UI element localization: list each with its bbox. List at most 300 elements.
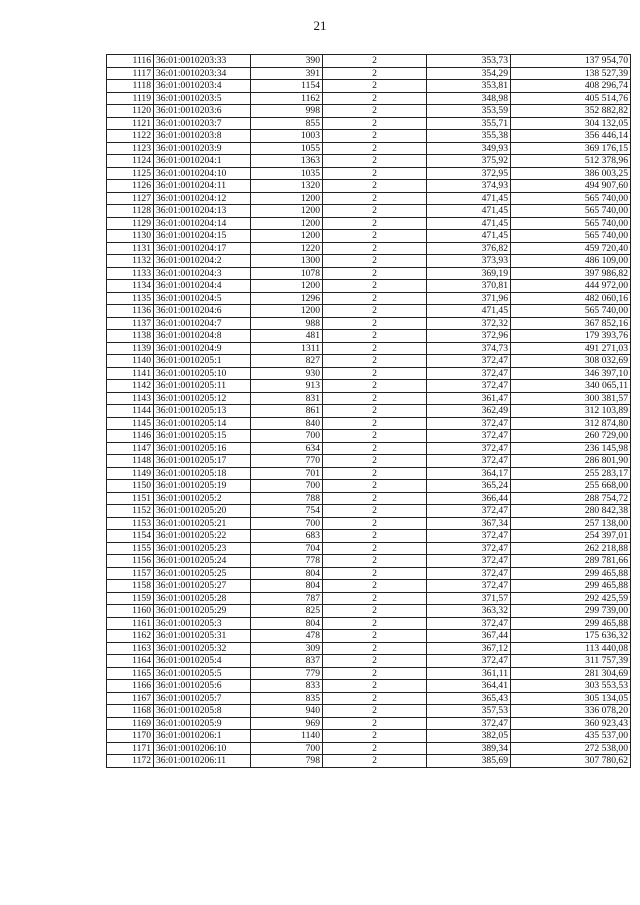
table-row [107, 555, 631, 568]
table-row [107, 405, 631, 418]
rate-cell: 385,69 [427, 755, 511, 768]
cadastral-number-cell: 36:01:0010205:22 [154, 530, 251, 543]
cadastral-number-cell: 36:01:0010203:34 [154, 67, 251, 80]
cadastral-number-cell: 36:01:0010204:17 [154, 242, 251, 255]
cadastral-number-cell: 36:01:0010205:5 [154, 667, 251, 680]
cadastral-value-cell: 303 553,53 [511, 680, 631, 693]
category-cell: 2 [323, 717, 427, 730]
category-cell: 2 [323, 167, 427, 180]
rate-cell: 372,47 [427, 380, 511, 393]
table-row [107, 605, 631, 618]
cadastral-value-cell: 360 923,43 [511, 717, 631, 730]
rate-cell: 365,43 [427, 692, 511, 705]
cadastral-number-cell: 36:01:0010205:11 [154, 380, 251, 393]
row-number-cell: 1154 [107, 530, 154, 543]
cadastral-value-cell: 137 954,70 [511, 55, 631, 68]
area-cell: 700 [251, 517, 323, 530]
table-row [107, 342, 631, 355]
row-number-cell: 1158 [107, 580, 154, 593]
cadastral-value-cell: 175 636,32 [511, 630, 631, 643]
rate-cell: 375,92 [427, 155, 511, 168]
row-number-cell: 1135 [107, 292, 154, 305]
area-cell: 837 [251, 655, 323, 668]
cadastral-number-cell: 36:01:0010204:10 [154, 167, 251, 180]
cadastral-number-cell: 36:01:0010204:11 [154, 180, 251, 193]
cadastral-number-cell: 36:01:0010205:25 [154, 567, 251, 580]
rate-cell: 369,19 [427, 267, 511, 280]
cadastral-value-cell: 352 882,82 [511, 105, 631, 118]
rate-cell: 354,29 [427, 67, 511, 80]
area-cell: 701 [251, 467, 323, 480]
cadastral-number-cell: 36:01:0010205:10 [154, 367, 251, 380]
rate-cell: 371,96 [427, 292, 511, 305]
category-cell: 2 [323, 517, 427, 530]
row-number-cell: 1162 [107, 630, 154, 643]
cadastral-number-cell: 36:01:0010205:15 [154, 430, 251, 443]
category-cell: 2 [323, 380, 427, 393]
table-row [107, 117, 631, 130]
table-row [107, 592, 631, 605]
category-cell: 2 [323, 180, 427, 193]
cadastral-value-cell: 305 134,05 [511, 692, 631, 705]
cadastral-number-cell: 36:01:0010203:6 [154, 105, 251, 118]
cadastral-value-cell: 386 003,25 [511, 167, 631, 180]
area-cell: 1035 [251, 167, 323, 180]
rate-cell: 372,47 [427, 455, 511, 468]
rate-cell: 372,95 [427, 167, 511, 180]
category-cell: 2 [323, 392, 427, 405]
rate-cell: 372,47 [427, 580, 511, 593]
area-cell: 779 [251, 667, 323, 680]
category-cell: 2 [323, 555, 427, 568]
area-cell: 1003 [251, 130, 323, 143]
area-cell: 1311 [251, 342, 323, 355]
cadastral-number-cell: 36:01:0010205:2 [154, 492, 251, 505]
row-number-cell: 1122 [107, 130, 154, 143]
row-number-cell: 1128 [107, 205, 154, 218]
table-row [107, 167, 631, 180]
row-number-cell: 1140 [107, 355, 154, 368]
area-cell: 1200 [251, 205, 323, 218]
category-cell: 2 [323, 105, 427, 118]
cadastral-value-cell: 292 425,59 [511, 592, 631, 605]
rate-cell: 389,34 [427, 742, 511, 755]
area-cell: 700 [251, 430, 323, 443]
row-number-cell: 1125 [107, 167, 154, 180]
table-row [107, 217, 631, 230]
area-cell: 804 [251, 580, 323, 593]
category-cell: 2 [323, 342, 427, 355]
cadastral-value-cell: 286 801,90 [511, 455, 631, 468]
area-cell: 778 [251, 555, 323, 568]
rate-cell: 372,47 [427, 567, 511, 580]
table-row [107, 392, 631, 405]
area-cell: 1078 [251, 267, 323, 280]
cadastral-value-cell: 272 538,00 [511, 742, 631, 755]
rate-cell: 348,98 [427, 92, 511, 105]
area-cell: 1154 [251, 80, 323, 93]
category-cell: 2 [323, 442, 427, 455]
rate-cell: 363,32 [427, 605, 511, 618]
category-cell: 2 [323, 705, 427, 718]
area-cell: 1200 [251, 305, 323, 318]
cadastral-value-table [106, 54, 631, 768]
table-row [107, 192, 631, 205]
cadastral-value-cell: 444 972,00 [511, 280, 631, 293]
rate-cell: 365,24 [427, 480, 511, 493]
area-cell: 930 [251, 367, 323, 380]
category-cell: 2 [323, 67, 427, 80]
cadastral-number-cell: 36:01:0010204:7 [154, 317, 251, 330]
table-row [107, 105, 631, 118]
table-row [107, 92, 631, 105]
table-row [107, 55, 631, 68]
cadastral-number-cell: 36:01:0010206:1 [154, 730, 251, 743]
page-number: 21 [313, 18, 327, 33]
area-cell: 827 [251, 355, 323, 368]
cadastral-number-cell: 36:01:0010204:12 [154, 192, 251, 205]
cadastral-value-cell: 113 440,08 [511, 642, 631, 655]
row-number-cell: 1142 [107, 380, 154, 393]
rate-cell: 367,12 [427, 642, 511, 655]
row-number-cell: 1147 [107, 442, 154, 455]
cadastral-value-cell: 260 729,00 [511, 430, 631, 443]
table-row [107, 730, 631, 743]
category-cell: 2 [323, 192, 427, 205]
area-cell: 1055 [251, 142, 323, 155]
table-row [107, 542, 631, 555]
table-row [107, 242, 631, 255]
row-number-cell: 1151 [107, 492, 154, 505]
table-row [107, 455, 631, 468]
category-cell: 2 [323, 205, 427, 218]
rate-cell: 362,49 [427, 405, 511, 418]
cadastral-value-cell: 300 381,57 [511, 392, 631, 405]
category-cell: 2 [323, 142, 427, 155]
row-number-cell: 1168 [107, 705, 154, 718]
category-cell: 2 [323, 567, 427, 580]
row-number-cell: 1116 [107, 55, 154, 68]
area-cell: 998 [251, 105, 323, 118]
rate-cell: 367,34 [427, 517, 511, 530]
row-number-cell: 1166 [107, 680, 154, 693]
table-row [107, 430, 631, 443]
rate-cell: 372,47 [427, 442, 511, 455]
table-row [107, 280, 631, 293]
cadastral-value-cell: 299 465,88 [511, 617, 631, 630]
table-row [107, 155, 631, 168]
category-cell: 2 [323, 305, 427, 318]
area-cell: 478 [251, 630, 323, 643]
rate-cell: 372,96 [427, 330, 511, 343]
table-row [107, 655, 631, 668]
area-cell: 770 [251, 455, 323, 468]
area-cell: 855 [251, 117, 323, 130]
table-row [107, 230, 631, 243]
row-number-cell: 1146 [107, 430, 154, 443]
cadastral-number-cell: 36:01:0010205:3 [154, 617, 251, 630]
area-cell: 913 [251, 380, 323, 393]
cadastral-number-cell: 36:01:0010205:32 [154, 642, 251, 655]
area-cell: 788 [251, 492, 323, 505]
row-number-cell: 1121 [107, 117, 154, 130]
row-number-cell: 1160 [107, 605, 154, 618]
table-row [107, 705, 631, 718]
area-cell: 988 [251, 317, 323, 330]
cadastral-value-cell: 356 446,14 [511, 130, 631, 143]
rate-cell: 355,71 [427, 117, 511, 130]
row-number-cell: 1143 [107, 392, 154, 405]
rate-cell: 471,45 [427, 305, 511, 318]
category-cell: 2 [323, 405, 427, 418]
cadastral-value-cell: 565 740,00 [511, 230, 631, 243]
row-number-cell: 1141 [107, 367, 154, 380]
rate-cell: 372,47 [427, 367, 511, 380]
cadastral-number-cell: 36:01:0010205:31 [154, 630, 251, 643]
area-cell: 1363 [251, 155, 323, 168]
category-cell: 2 [323, 667, 427, 680]
table-body [107, 55, 631, 768]
cadastral-value-cell: 565 740,00 [511, 192, 631, 205]
rate-cell: 370,81 [427, 280, 511, 293]
cadastral-number-cell: 36:01:0010203:9 [154, 142, 251, 155]
rate-cell: 376,82 [427, 242, 511, 255]
rate-cell: 374,73 [427, 342, 511, 355]
area-cell: 1296 [251, 292, 323, 305]
area-cell: 1220 [251, 242, 323, 255]
row-number-cell: 1145 [107, 417, 154, 430]
rate-cell: 367,44 [427, 630, 511, 643]
table-row [107, 467, 631, 480]
row-number-cell: 1127 [107, 192, 154, 205]
cadastral-number-cell: 36:01:0010204:14 [154, 217, 251, 230]
row-number-cell: 1161 [107, 617, 154, 630]
row-number-cell: 1157 [107, 567, 154, 580]
area-cell: 309 [251, 642, 323, 655]
row-number-cell: 1120 [107, 105, 154, 118]
cadastral-value-cell: 340 065,11 [511, 380, 631, 393]
area-cell: 1162 [251, 92, 323, 105]
cadastral-number-cell: 36:01:0010205:6 [154, 680, 251, 693]
cadastral-value-cell: 367 852,16 [511, 317, 631, 330]
cadastral-number-cell: 36:01:0010205:14 [154, 417, 251, 430]
cadastral-value-cell: 405 514,76 [511, 92, 631, 105]
cadastral-value-cell: 346 397,10 [511, 367, 631, 380]
area-cell: 391 [251, 67, 323, 80]
category-cell: 2 [323, 742, 427, 755]
cadastral-value-cell: 299 739,00 [511, 605, 631, 618]
category-cell: 2 [323, 467, 427, 480]
cadastral-number-cell: 36:01:0010205:17 [154, 455, 251, 468]
cadastral-value-cell: 369 176,15 [511, 142, 631, 155]
cadastral-value-cell: 289 781,66 [511, 555, 631, 568]
table-row [107, 642, 631, 655]
category-cell: 2 [323, 580, 427, 593]
cadastral-number-cell: 36:01:0010204:13 [154, 205, 251, 218]
category-cell: 2 [323, 255, 427, 268]
row-number-cell: 1138 [107, 330, 154, 343]
category-cell: 2 [323, 280, 427, 293]
row-number-cell: 1123 [107, 142, 154, 155]
area-cell: 700 [251, 742, 323, 755]
category-cell: 2 [323, 230, 427, 243]
cadastral-value-cell: 288 754,72 [511, 492, 631, 505]
table-row [107, 305, 631, 318]
category-cell: 2 [323, 680, 427, 693]
cadastral-number-cell: 36:01:0010204:9 [154, 342, 251, 355]
table-row [107, 505, 631, 518]
cadastral-value-cell: 565 740,00 [511, 305, 631, 318]
cadastral-value-cell: 408 296,74 [511, 80, 631, 93]
cadastral-value-cell: 255 668,00 [511, 480, 631, 493]
table-row [107, 355, 631, 368]
rate-cell: 361,47 [427, 392, 511, 405]
cadastral-value-cell: 336 078,20 [511, 705, 631, 718]
row-number-cell: 1164 [107, 655, 154, 668]
category-cell: 2 [323, 730, 427, 743]
cadastral-value-cell: 307 780,62 [511, 755, 631, 768]
area-cell: 700 [251, 480, 323, 493]
area-cell: 804 [251, 567, 323, 580]
category-cell: 2 [323, 455, 427, 468]
category-cell: 2 [323, 80, 427, 93]
area-cell: 704 [251, 542, 323, 555]
rate-cell: 364,17 [427, 467, 511, 480]
cadastral-value-cell: 491 271,03 [511, 342, 631, 355]
area-cell: 840 [251, 417, 323, 430]
row-number-cell: 1134 [107, 280, 154, 293]
area-cell: 835 [251, 692, 323, 705]
cadastral-value-cell: 459 720,40 [511, 242, 631, 255]
cadastral-value-cell: 311 757,39 [511, 655, 631, 668]
table-row [107, 80, 631, 93]
cadastral-value-cell: 482 060,16 [511, 292, 631, 305]
cadastral-number-cell: 36:01:0010205:9 [154, 717, 251, 730]
cadastral-number-cell: 36:01:0010205:27 [154, 580, 251, 593]
cadastral-number-cell: 36:01:0010205:16 [154, 442, 251, 455]
area-cell: 1200 [251, 192, 323, 205]
table-row [107, 380, 631, 393]
table-row [107, 292, 631, 305]
area-cell: 390 [251, 55, 323, 68]
rate-cell: 471,45 [427, 192, 511, 205]
cadastral-number-cell: 36:01:0010205:24 [154, 555, 251, 568]
area-cell: 1200 [251, 280, 323, 293]
rate-cell: 471,45 [427, 205, 511, 218]
cadastral-number-cell: 36:01:0010205:29 [154, 605, 251, 618]
rate-cell: 372,47 [427, 430, 511, 443]
row-number-cell: 1124 [107, 155, 154, 168]
table-row [107, 67, 631, 80]
table-row [107, 667, 631, 680]
category-cell: 2 [323, 480, 427, 493]
cadastral-number-cell: 36:01:0010205:12 [154, 392, 251, 405]
cadastral-number-cell: 36:01:0010203:33 [154, 55, 251, 68]
area-cell: 1140 [251, 730, 323, 743]
cadastral-number-cell: 36:01:0010205:4 [154, 655, 251, 668]
cadastral-number-cell: 36:01:0010205:23 [154, 542, 251, 555]
category-cell: 2 [323, 530, 427, 543]
table-row [107, 255, 631, 268]
table-row [107, 417, 631, 430]
category-cell: 2 [323, 755, 427, 768]
cadastral-value-cell: 312 874,80 [511, 417, 631, 430]
table-row [107, 755, 631, 768]
category-cell: 2 [323, 617, 427, 630]
area-cell: 787 [251, 592, 323, 605]
cadastral-value-cell: 254 397,01 [511, 530, 631, 543]
row-number-cell: 1148 [107, 455, 154, 468]
category-cell: 2 [323, 630, 427, 643]
cadastral-value-cell: 435 537,00 [511, 730, 631, 743]
row-number-cell: 1144 [107, 405, 154, 418]
rate-cell: 372,47 [427, 717, 511, 730]
cadastral-number-cell: 36:01:0010204:15 [154, 230, 251, 243]
area-cell: 683 [251, 530, 323, 543]
cadastral-value-cell: 512 378,96 [511, 155, 631, 168]
cadastral-value-cell: 304 132,05 [511, 117, 631, 130]
cadastral-number-cell: 36:01:0010204:5 [154, 292, 251, 305]
table-row [107, 680, 631, 693]
rate-cell: 374,93 [427, 180, 511, 193]
row-number-cell: 1149 [107, 467, 154, 480]
row-number-cell: 1170 [107, 730, 154, 743]
row-number-cell: 1150 [107, 480, 154, 493]
category-cell: 2 [323, 330, 427, 343]
area-cell: 634 [251, 442, 323, 455]
row-number-cell: 1129 [107, 217, 154, 230]
row-number-cell: 1159 [107, 592, 154, 605]
table-row [107, 492, 631, 505]
row-number-cell: 1163 [107, 642, 154, 655]
category-cell: 2 [323, 155, 427, 168]
row-number-cell: 1152 [107, 505, 154, 518]
row-number-cell: 1133 [107, 267, 154, 280]
rate-cell: 355,38 [427, 130, 511, 143]
area-cell: 940 [251, 705, 323, 718]
rate-cell: 353,73 [427, 55, 511, 68]
row-number-cell: 1132 [107, 255, 154, 268]
row-number-cell: 1117 [107, 67, 154, 80]
cadastral-value-cell: 281 304,69 [511, 667, 631, 680]
category-cell: 2 [323, 355, 427, 368]
table-row [107, 617, 631, 630]
area-cell: 831 [251, 392, 323, 405]
category-cell: 2 [323, 242, 427, 255]
table-row [107, 580, 631, 593]
table-row [107, 317, 631, 330]
cadastral-number-cell: 36:01:0010203:8 [154, 130, 251, 143]
row-number-cell: 1130 [107, 230, 154, 243]
row-number-cell: 1136 [107, 305, 154, 318]
cadastral-value-cell: 308 032,69 [511, 355, 631, 368]
cadastral-number-cell: 36:01:0010204:4 [154, 280, 251, 293]
cadastral-value-cell: 397 986,82 [511, 267, 631, 280]
cadastral-value-cell: 565 740,00 [511, 205, 631, 218]
category-cell: 2 [323, 692, 427, 705]
rate-cell: 471,45 [427, 230, 511, 243]
cadastral-number-cell: 36:01:0010205:18 [154, 467, 251, 480]
row-number-cell: 1131 [107, 242, 154, 255]
area-cell: 1300 [251, 255, 323, 268]
table-row [107, 205, 631, 218]
table-row [107, 517, 631, 530]
cadastral-number-cell: 36:01:0010204:8 [154, 330, 251, 343]
category-cell: 2 [323, 217, 427, 230]
area-cell: 798 [251, 755, 323, 768]
row-number-cell: 1156 [107, 555, 154, 568]
cadastral-value-cell: 179 393,76 [511, 330, 631, 343]
